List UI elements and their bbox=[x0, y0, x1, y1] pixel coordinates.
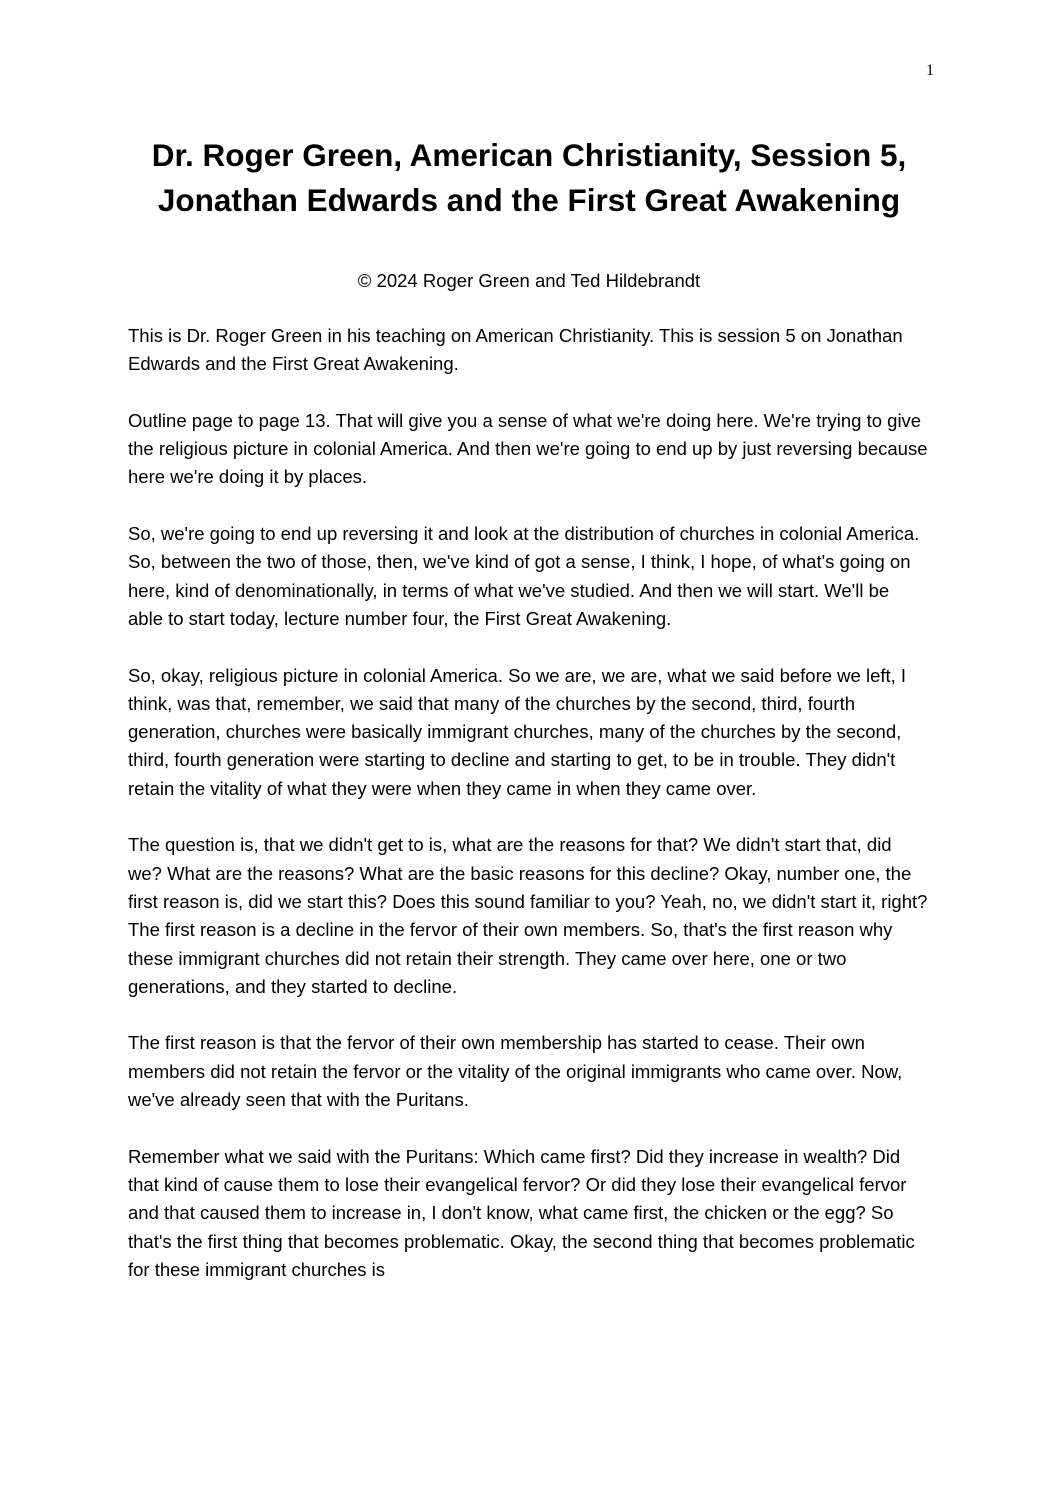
transcript-body bbox=[128, 322, 928, 1312]
paragraph: This is Dr. Roger Green in his teaching on American Christianity. This is session 5 on Jonathan Edwards and the First Great Awakening. bbox=[128, 325, 903, 375]
paragraph: Outline page to page 13. That will give you a sense of what we're doing here. We're trying to give the religious picture in colonial America. And then we're going to end up by just reversing because here we're doing it by places. bbox=[128, 409, 928, 488]
paragraph: So, we're going to end up reversing it and look at the distribution of churches in colonial America. So, between the two of those, then, we've kind of got a sense, I think, I hope, of what's going on here, kind of denominationally, in terms of what we've studied. And then we will start. We'll be able to start today, lecture number four, the First Great Awakening. bbox=[128, 523, 920, 629]
paragraph: Remember what we said with the Puritans: Which came first? Did they increase in wealth? Did that kind of cause them to lose their evangelical fervor? Or did they lose their evangelical fervor and that caused them to increase in, I don't know, what came first, the chicken or the egg? So that's the first thing that becomes problematic. Okay, the second thing that becomes problematic for these immigrant churches is bbox=[128, 1145, 915, 1280]
paragraph: The question is, that we didn't get to is, what are the reasons for that? We didn't start that, did we? What are the reasons? What are the basic reasons for this decline? Okay, number one, the first reason is, did we start this? Does this sound familiar to you? Yeah, no, we didn't start it, right? The first reason is a decline in the fervor of their own members. So, that's the first reason why these immigrant churches did not retain their strength. They came over here, one or two generations, and they started to decline. bbox=[128, 834, 928, 997]
paragraph: The first reason is that the fervor of their own membership has started to cease. Their own members did not retain the fervor or the vitality of the original immigrants who came over. Now, we've already seen that with the Puritans. bbox=[128, 1032, 903, 1111]
page-number: 1 bbox=[926, 62, 934, 79]
paragraph: So, okay, religious picture in colonial America. So we are, we are, what we said before we left, I think, was that, remember, we said that many of the churches by the second, third, fourth generation, churches were basically immigrant churches, many of the churches by the second, third, fourth generation were starting to decline and starting to get, to be in trouble. They didn't retain the vitality of what they were when they came in when they came over. bbox=[128, 664, 907, 799]
copyright-notice: © 2024 Roger Green and Ted Hildebrandt bbox=[357, 270, 701, 291]
document-title: Dr. Roger Green, American Christianity, Session 5, Jonathan Edwards and the First Great Awakening bbox=[151, 137, 907, 218]
